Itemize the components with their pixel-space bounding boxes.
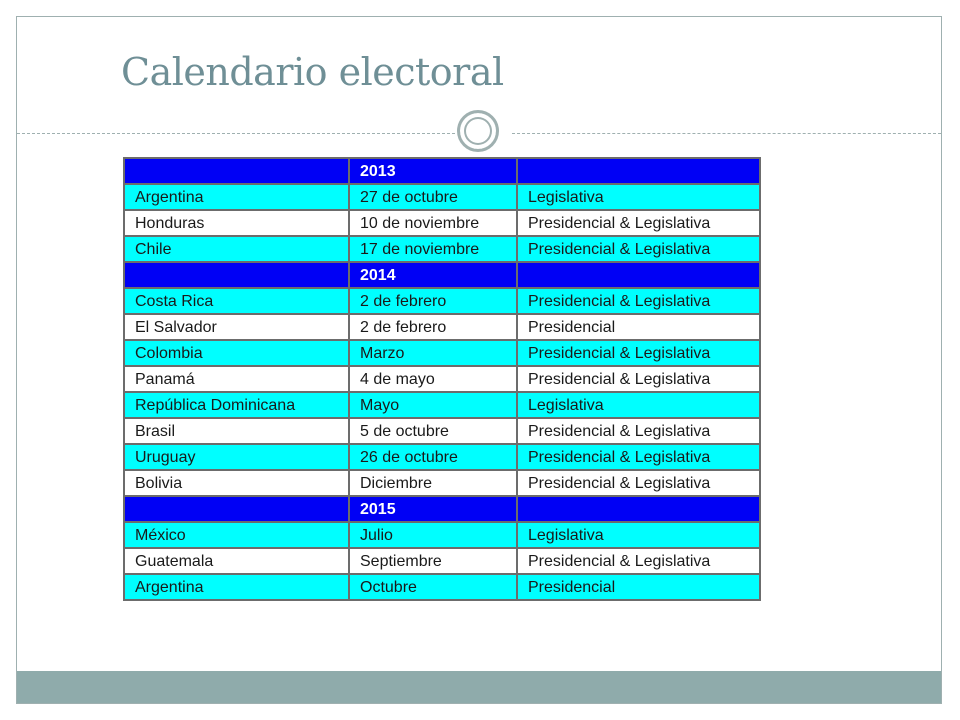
date-cell: Marzo [349, 340, 517, 366]
year-header-row [124, 158, 760, 184]
year-cell: 2014 [349, 262, 517, 288]
election-type-cell: Presidencial & Legislativa [517, 470, 760, 496]
country-cell: Chile [124, 236, 349, 262]
year-spacer-cell [124, 158, 349, 184]
date-cell: 2 de febrero [349, 314, 517, 340]
date-cell: 26 de octubre [349, 444, 517, 470]
country-cell: Uruguay [124, 444, 349, 470]
country-cell: Brasil [124, 418, 349, 444]
date-cell: 17 de noviembre [349, 236, 517, 262]
table-row [124, 418, 760, 444]
table-row [124, 366, 760, 392]
table-row [124, 444, 760, 470]
table-row [124, 522, 760, 548]
election-type-cell: Presidencial & Legislativa [517, 340, 760, 366]
election-type-cell: Presidencial [517, 314, 760, 340]
table-row [124, 392, 760, 418]
country-cell: Honduras [124, 210, 349, 236]
date-cell: Diciembre [349, 470, 517, 496]
date-cell: Mayo [349, 392, 517, 418]
election-table-body [124, 158, 760, 600]
election-type-cell: Presidencial & Legislativa [517, 236, 760, 262]
table-row [124, 236, 760, 262]
election-type-cell: Presidencial & Legislativa [517, 548, 760, 574]
year-spacer-cell [517, 158, 760, 184]
year-header-row [124, 496, 760, 522]
election-type-cell: Legislativa [517, 522, 760, 548]
country-cell: Argentina [124, 184, 349, 210]
table-row [124, 340, 760, 366]
year-cell: 2015 [349, 496, 517, 522]
table-row [124, 574, 760, 600]
country-cell: Panamá [124, 366, 349, 392]
election-type-cell: Presidencial & Legislativa [517, 288, 760, 314]
table-row [124, 184, 760, 210]
country-cell: Bolivia [124, 470, 349, 496]
election-type-cell: Presidencial & Legislativa [517, 366, 760, 392]
table-row [124, 470, 760, 496]
election-type-cell: Legislativa [517, 392, 760, 418]
year-spacer-cell [517, 262, 760, 288]
footer-bar [17, 671, 941, 703]
date-cell: 10 de noviembre [349, 210, 517, 236]
year-spacer-cell [517, 496, 760, 522]
table-row [124, 314, 760, 340]
election-type-cell: Presidencial & Legislativa [517, 210, 760, 236]
election-calendar-table [123, 157, 761, 601]
table-row [124, 548, 760, 574]
ring-ornament-icon [457, 110, 499, 152]
year-spacer-cell [124, 496, 349, 522]
date-cell: Julio [349, 522, 517, 548]
year-cell: 2013 [349, 158, 517, 184]
date-cell: Octubre [349, 574, 517, 600]
country-cell: Colombia [124, 340, 349, 366]
table-row [124, 288, 760, 314]
table-row [124, 210, 760, 236]
election-type-cell: Presidencial [517, 574, 760, 600]
election-type-cell: Legislativa [517, 184, 760, 210]
country-cell: México [124, 522, 349, 548]
election-type-cell: Presidencial & Legislativa [517, 418, 760, 444]
date-cell: 2 de febrero [349, 288, 517, 314]
date-cell: 5 de octubre [349, 418, 517, 444]
election-type-cell: Presidencial & Legislativa [517, 444, 760, 470]
slide-title: Calendario electoral [121, 50, 504, 94]
title-divider-right [512, 133, 941, 134]
country-cell: Argentina [124, 574, 349, 600]
date-cell: Septiembre [349, 548, 517, 574]
year-header-row [124, 262, 760, 288]
country-cell: Costa Rica [124, 288, 349, 314]
country-cell: Guatemala [124, 548, 349, 574]
title-divider-left [17, 133, 455, 134]
date-cell: 4 de mayo [349, 366, 517, 392]
country-cell: República Dominicana [124, 392, 349, 418]
year-spacer-cell [124, 262, 349, 288]
country-cell: El Salvador [124, 314, 349, 340]
date-cell: 27 de octubre [349, 184, 517, 210]
